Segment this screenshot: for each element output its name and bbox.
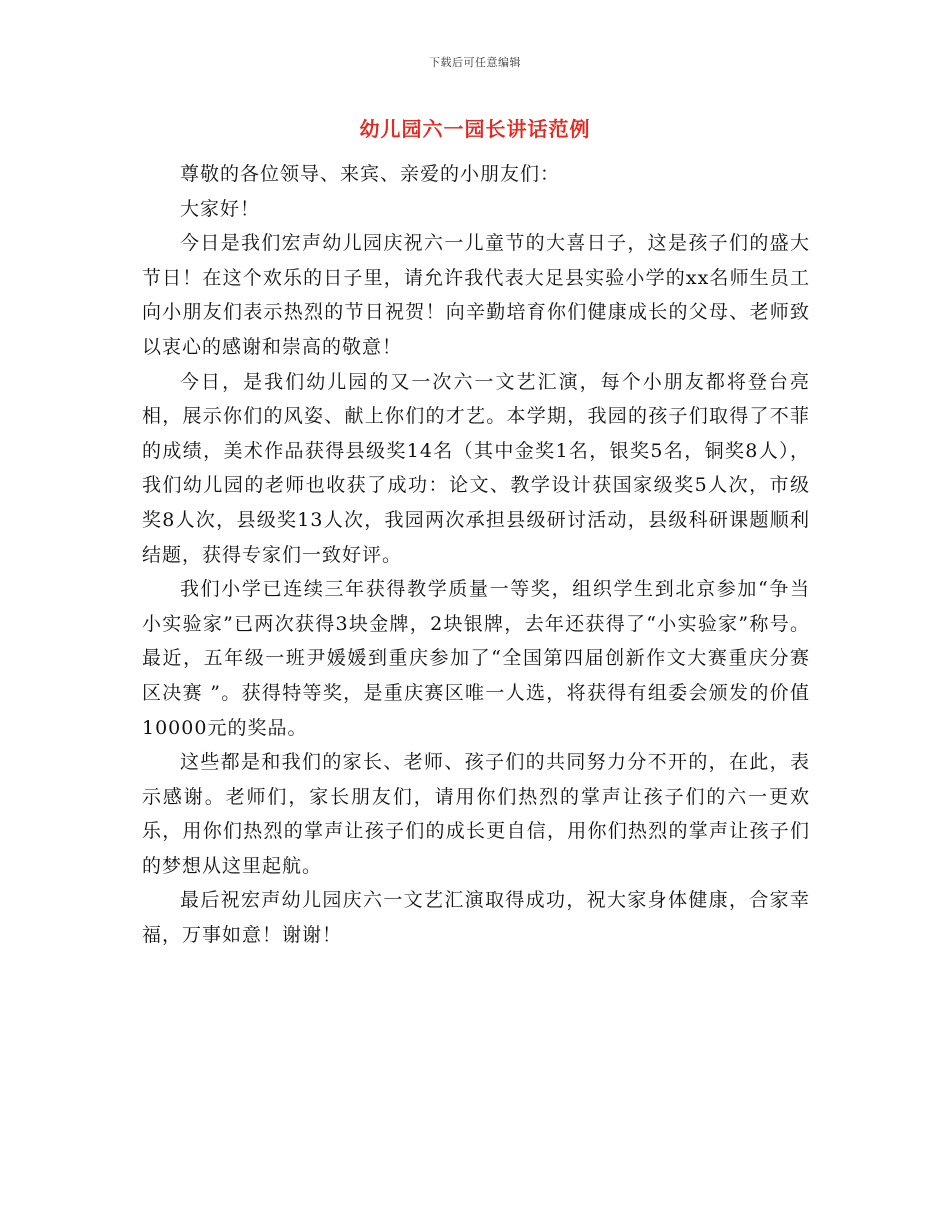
paragraph-3: 今日是我们宏声幼儿园庆祝六一儿童节的大喜日子，这是孩子们的盛大节日！在这个欢乐的日子里，请允许我代表大足县实验小学的xx名师生员工向小朋友们表示热烈的节日祝贺！向辛勤培育你们健康成长的父母、老师致以衷心的感谢和崇高的敬意！ bbox=[142, 232, 810, 358]
paragraph-greeting: 大家好！ bbox=[180, 197, 261, 220]
paragraph-5: 我们小学已连续三年获得教学质量一等奖，组织学生到北京参加“争当小实验家”已两次获得3块金牌，2块银牌，去年还获得了“小实验家”称号。最近，五年级一班尹媛媛到重庆参加了“全国第四届创新作文大赛重庆分赛区决赛 ”。获得特等奖，是重庆赛区唯一人选，将获得有组委会颁发的价值10000元的奖品。 bbox=[142, 578, 810, 739]
header-note: 下载后可任意编辑 bbox=[429, 56, 521, 69]
paragraph-closing: 最后祝宏声幼儿园庆六一文艺汇演取得成功，祝大家身体健康，合家幸福，万事如意！谢谢！ bbox=[142, 889, 810, 947]
document-title: 幼儿园六一园长讲话范例 bbox=[359, 117, 591, 141]
paragraph-4: 今日，是我们幼儿园的又一次六一文艺汇演，每个小朋友都将登台亮相，展示你们的风姿、献上你们的才艺。本学期，我园的孩子们取得了不菲的成绩，美术作品获得县级奖14名（其中金奖1名，银奖5名，铜奖8人），我们幼儿园的老师也收获了成功：论文、教学设计获国家级奖5人次，市级奖8人次，县级奖13人次，我园两次承担县级研讨活动，县级科研课题顺利结题，获得专家们一致好评。 bbox=[142, 370, 810, 566]
document-body bbox=[142, 157, 810, 953]
paragraph-salutation: 尊敬的各位领导、来宾、亲爱的小朋友们： bbox=[180, 163, 561, 185]
paragraph-6: 这些都是和我们的家长、老师、孩子们的共同努力分不开的，在此，表示感谢。老师们，家长朋友们，请用你们热烈的掌声让孩子们的六一更欢乐，用你们热烈的掌声让孩子们的成长更自信，用你们热烈的掌声让孩子们的梦想从这里起航。 bbox=[142, 751, 810, 877]
